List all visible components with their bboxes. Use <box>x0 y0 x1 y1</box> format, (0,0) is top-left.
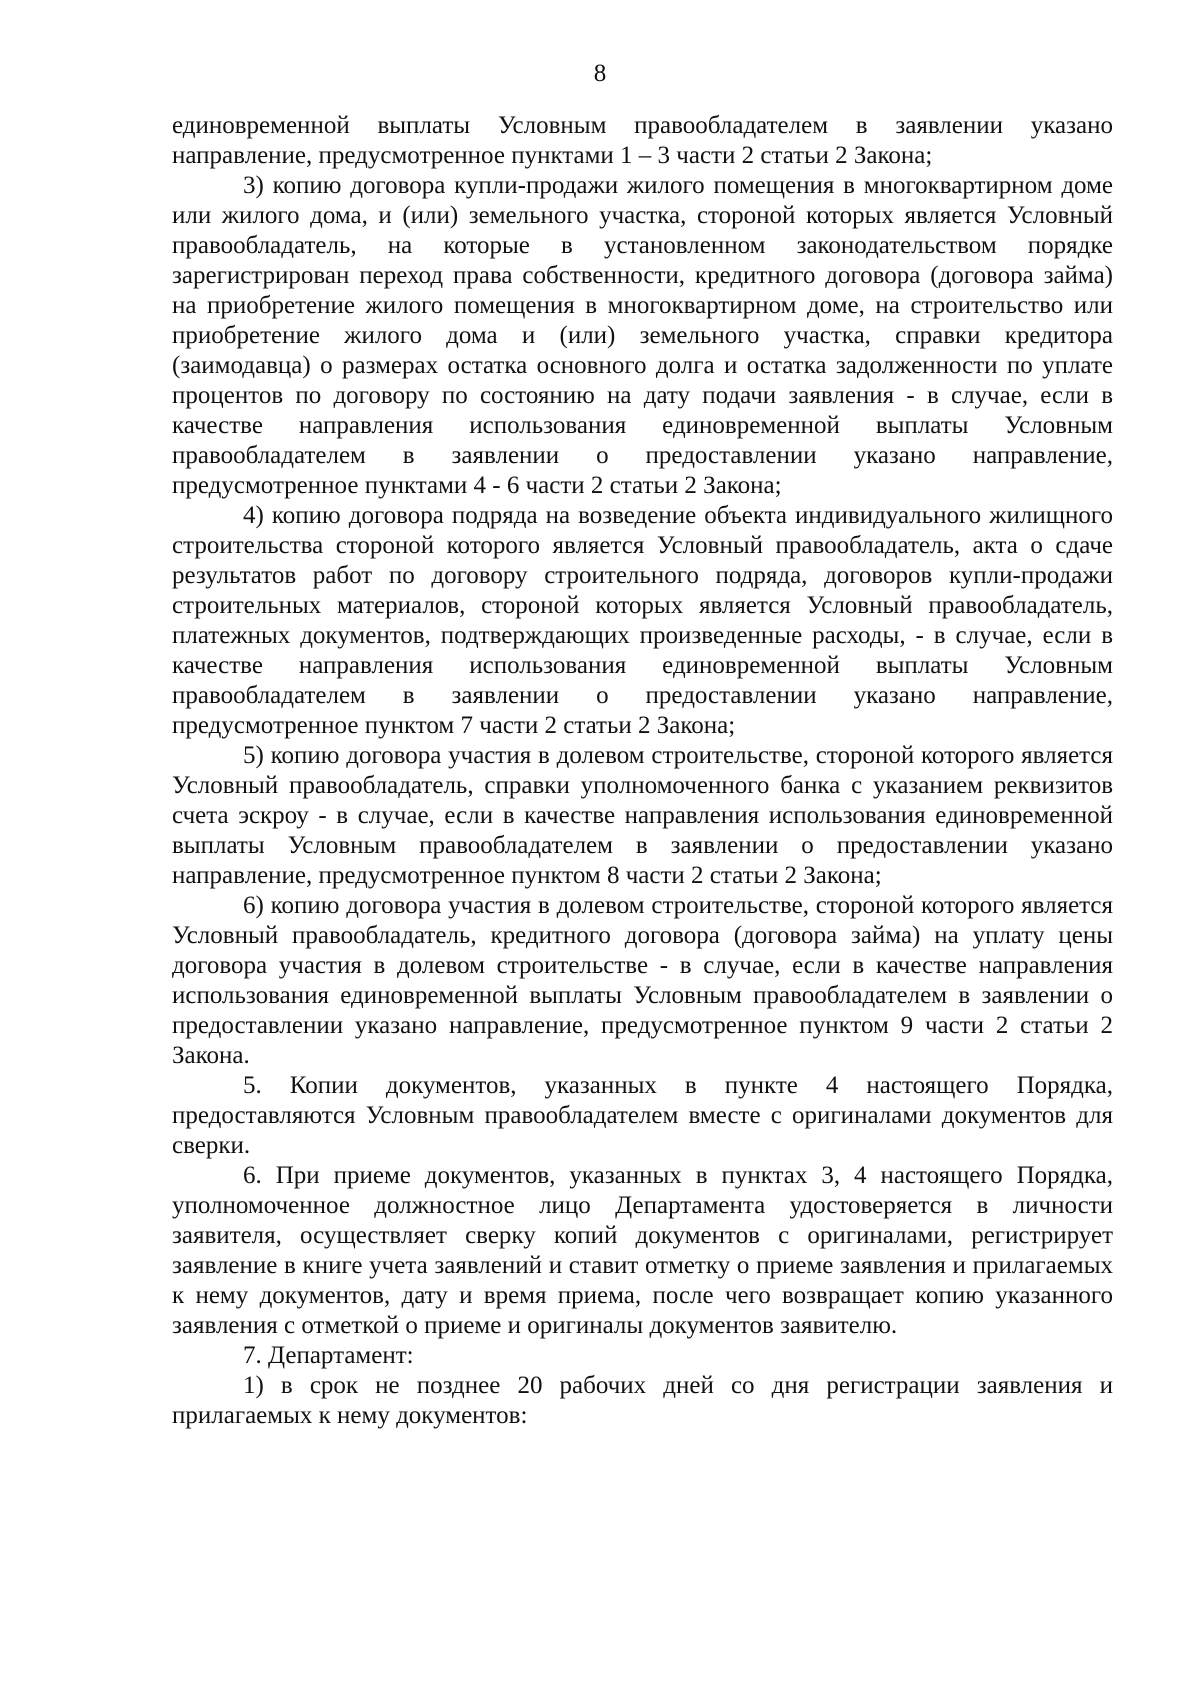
paragraph-section-5: 5. Копии документов, указанных в пункте 4 настоящего Порядка, предоставляются Условным правообладателем вместе с оригиналами документов для сверки. <box>172 1072 1113 1159</box>
paragraph-continuation: единовременной выплаты Условным правообладателем в заявлении указано направление, предусмотренное пунктами 1 – 3 части 2 статьи 2 Закона; <box>172 112 1113 169</box>
page-number: 8 <box>593 60 607 87</box>
paragraph-section-7: 7. Департамент: <box>243 1342 414 1369</box>
document-body <box>172 111 1113 1431</box>
paragraph-item-3: 3) копию договора купли-продажи жилого помещения в многоквартирном доме или жилого дома, и (или) земельного участка, стороной которых является Условный правообладатель, на которые в установленном законодательством порядке зарегистрирован переход права собственности, кредитного договора (договора займа) на приобретение жилого помещения в многоквартирном доме, на строительство или приобретение жилого дома и (или) земельного участка, справки кредитора (заимодавца) о размерах остатка основного долга и остатка задолженности по уплате процентов по договору по состоянию на дату подачи заявления - в случае, если в качестве направления использования единовременной выплаты Условным правообладателем в заявлении о предоставлении указано направление, предусмотренное пунктами 4 - 6 части 2 статьи 2 Закона; <box>172 172 1113 499</box>
paragraph-item-6: 6) копию договора участия в долевом строительстве, стороной которого является Условный правообладатель, кредитного договора (договора займа) на уплату цены договора участия в долевом строительстве - в случае, если в качестве направления использования единовременной выплаты Условным правообладателем в заявлении о предоставлении указано направление, предусмотренное пунктом 9 части 2 статьи 2 Закона. <box>172 892 1113 1069</box>
paragraph-section-7-item-1: 1) в срок не позднее 20 рабочих дней со дня регистрации заявления и прилагаемых к нему документов: <box>172 1372 1113 1429</box>
paragraph-section-6: 6. При приеме документов, указанных в пунктах 3, 4 настоящего Порядка, уполномоченное должностное лицо Департамента удостоверяется в личности заявителя, осуществляет сверку копий документов с оригиналами, регистрирует заявление в книге учета заявлений и ставит отметку о приеме заявления и прилагаемых к нему документов, дату и время приема, после чего возвращает копию указанного заявления с отметкой о приеме и оригиналы документов заявителю. <box>172 1162 1113 1339</box>
paragraph-item-5: 5) копию договора участия в долевом строительстве, стороной которого является Условный правообладатель, справки уполномоченного банка с указанием реквизитов счета эскроу - в случае, если в качестве направления использования единовременной выплаты Условным правообладателем в заявлении о предоставлении указано направление, предусмотренное пунктом 8 части 2 статьи 2 Закона; <box>172 742 1113 889</box>
paragraph-item-4: 4) копию договора подряда на возведение объекта индивидуального жилищного строительства стороной которого является Условный правообладатель, акта о сдаче результатов работ по договору строительного подряда, договоров купли-продажи строительных материалов, стороной которых является Условный правообладатель, платежных документов, подтверждающих произведенные расходы, - в случае, если в качестве направления использования единовременной выплаты Условным правообладателем в заявлении о предоставлении указано направление, предусмотренное пунктом 7 части 2 статьи 2 Закона; <box>172 502 1113 739</box>
